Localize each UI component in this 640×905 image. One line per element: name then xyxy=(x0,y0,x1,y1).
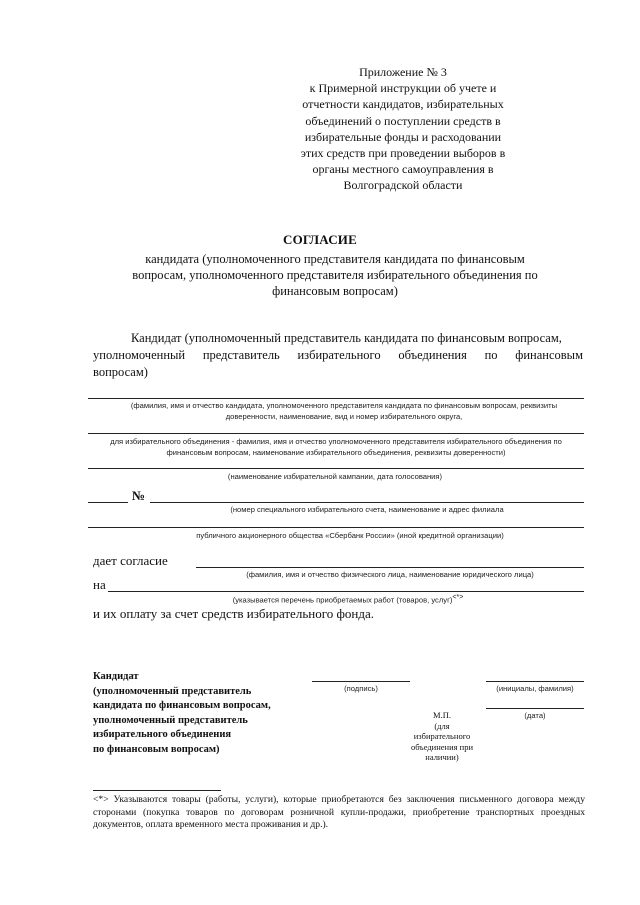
caption-bank: публичного акционерного общества «Сбербанк России» (иной кредитной организации) xyxy=(196,531,504,540)
footnote-separator xyxy=(93,790,221,791)
stamp-line: (для xyxy=(434,720,450,731)
caption-initials: (инициалы, фамилия) xyxy=(496,684,574,693)
fill-line-campaign[interactable] xyxy=(88,468,584,469)
appendix-block xyxy=(300,64,506,194)
stamp-line: избирательного xyxy=(413,731,471,741)
intro-word: финансовым xyxy=(515,348,583,362)
fill-line-party[interactable] xyxy=(88,433,584,434)
candidate-line: избирательного объединения xyxy=(93,729,232,740)
intro-line-1: Кандидат (уполномоченный представитель кандидата по финансовым вопросам, xyxy=(131,331,562,345)
stamp-note xyxy=(398,710,486,763)
candidate-line: по финансовым вопросам) xyxy=(93,743,220,755)
fill-line-prefix[interactable] xyxy=(88,502,128,503)
intro-word: объединения xyxy=(398,348,467,362)
initials-line[interactable] xyxy=(486,681,584,682)
caption-works xyxy=(228,592,468,606)
stamp-line: М.П. xyxy=(433,710,451,720)
consent-label: дает согласие xyxy=(93,553,168,568)
caption-consent: (фамилия, имя и отчество физического лица, наименование юридического лица) xyxy=(246,570,534,579)
intro-word: уполномоченный xyxy=(93,348,186,362)
fill-line-candidate[interactable] xyxy=(88,398,584,399)
candidate-line: уполномоченный представитель xyxy=(93,714,248,726)
caption-works-text: (указывается перечень приобретаемых работ (товаров, услуг) xyxy=(232,595,453,605)
payment-text: и их оплату за счет средств избирательного фонда. xyxy=(93,606,374,621)
intro-paragraph xyxy=(93,330,583,381)
candidate-block xyxy=(93,670,333,757)
signature-line[interactable] xyxy=(312,681,410,682)
intro-word: по xyxy=(484,348,498,362)
caption-account: (номер специального избирательного счета, наименование и адрес филиала xyxy=(230,505,504,514)
number-sign: № xyxy=(132,488,146,503)
appendix-heading: Приложение № 3 xyxy=(359,65,447,79)
date-line[interactable] xyxy=(486,708,584,709)
caption-party: для избирательного объединения - фамилия, имя и отчество уполномоченного представителя избирательного объединения по финансовым вопросам, наименование избирательного объединения, реквизиты доверенности) xyxy=(110,437,562,457)
on-label: на xyxy=(93,577,106,592)
candidate-line: кандидата по финансовым вопросам, xyxy=(93,700,271,711)
stamp-line: наличии) xyxy=(425,752,459,762)
fill-line-account[interactable] xyxy=(150,502,584,503)
footnote: <*> Указываются товары (работы, услуги), которые приобретаются без заключения письменного договора между сторонами (покупка товаров по договорам розничной купли-продажи, приобретение транспортных проездных документов, оплата временного места проживания и др.). xyxy=(93,794,585,830)
caption-campaign: (наименование избирательной кампании, дата голосования) xyxy=(227,472,443,481)
document-title: СОГЛАСИЕ xyxy=(282,232,357,247)
stamp-line: объединения при xyxy=(410,741,474,752)
candidate-line: (уполномоченный представитель xyxy=(93,685,252,697)
appendix-text: к Примерной инструкции об учете и отчетности кандидатов, избирательных объединений о поступлении средств в избирательные фонды и расходовании этих средств при проведении выборов в органы местного самоуправления в Волгоградской области xyxy=(300,81,506,193)
intro-line-3: вопросам) xyxy=(93,365,148,379)
intro-line-2 xyxy=(93,347,583,364)
caption-signature: (подпись) xyxy=(344,684,378,693)
document-subtitle: кандидата (уполномоченного представителя кандидата по финансовым вопросам, уполномоченного представителя избирательного объединения по финансовым вопросам) xyxy=(132,252,538,298)
fill-line-bank[interactable] xyxy=(88,527,584,528)
caption-date: (дата) xyxy=(524,711,546,720)
caption-candidate: (фамилия, имя и отчество кандидата, уполномоченного представителя кандидата по финансовым вопросам, реквизиты доверенности, наименование, вид и номер избирательного округа, xyxy=(130,401,558,421)
candidate-line: Кандидат xyxy=(93,671,139,682)
intro-word: представитель xyxy=(202,348,280,362)
fill-line-consent[interactable] xyxy=(196,567,584,568)
footnote-mark: <*> xyxy=(452,594,464,601)
intro-word: избирательного xyxy=(297,348,381,362)
